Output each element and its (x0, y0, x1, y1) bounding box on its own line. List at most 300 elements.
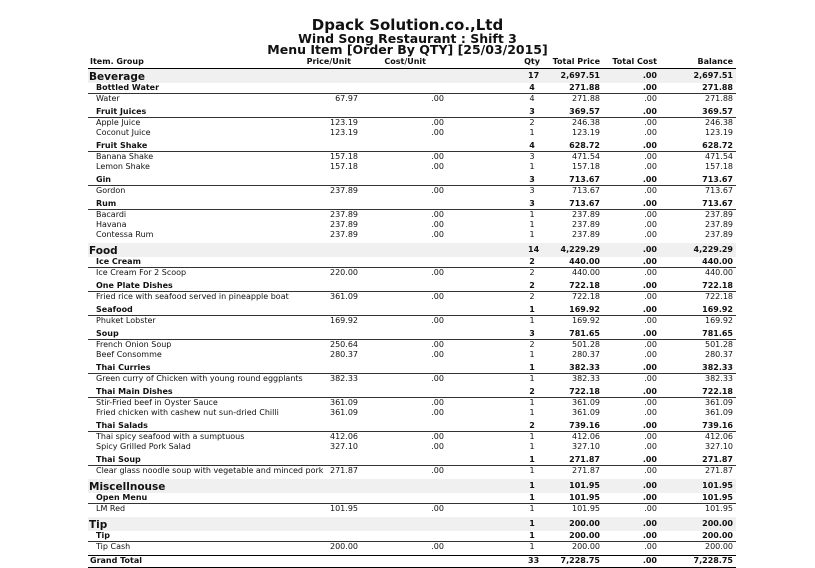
group-row-tcost: .00 (642, 531, 657, 540)
category-row-qty: 14 (528, 245, 540, 254)
group-row-qty: 3 (529, 175, 535, 184)
group-row-total: 101.95 (569, 493, 600, 502)
category-row-name: Food (89, 245, 118, 257)
item-row-cost: .00 (431, 340, 444, 349)
column-header-row (88, 57, 736, 69)
group-row-tcost: .00 (642, 363, 657, 372)
item-row-balance: 271.88 (705, 94, 733, 103)
item-row (88, 162, 736, 172)
group-row-total: 271.88 (569, 83, 600, 92)
item-row-balance: 237.89 (705, 220, 733, 229)
group-row (88, 363, 736, 374)
group-row (88, 421, 736, 432)
item-row-price: 271.87 (330, 466, 358, 475)
group-row-qty: 1 (529, 493, 535, 502)
item-row-balance: 440.00 (705, 268, 733, 277)
item-row-total: 382.33 (572, 374, 600, 383)
group-row (88, 107, 736, 118)
item-row-balance: 200.00 (705, 542, 733, 551)
item-row-cost: .00 (431, 118, 444, 127)
group-row-tcost: .00 (642, 199, 657, 208)
group-row-name: Rum (96, 199, 117, 208)
group-row-total: 200.00 (569, 531, 600, 540)
group-row-qty: 4 (529, 141, 535, 150)
item-row-balance: 237.89 (705, 230, 733, 239)
group-row-name: Soup (96, 329, 119, 338)
item-row-name: French Onion Soup (96, 340, 172, 349)
group-row-tcost: .00 (642, 175, 657, 184)
group-row-name: Thai Soup (96, 455, 141, 464)
grand-total-price: 7,228.75 (560, 556, 600, 565)
group-row-name: Seafood (96, 305, 133, 314)
group-row-total: 722.18 (569, 387, 600, 396)
item-row-cost: .00 (431, 442, 444, 451)
group-row-tcost: .00 (642, 107, 657, 116)
item-row-name: Tip Cash (96, 542, 131, 551)
item-row (88, 374, 736, 384)
item-row-cost: .00 (431, 152, 444, 161)
item-row-total: 440.00 (572, 268, 600, 277)
col-group-header: Item. Group (90, 57, 144, 66)
item-row-tcost: .00 (644, 162, 657, 171)
group-row-total: 169.92 (569, 305, 600, 314)
item-row-cost: .00 (431, 350, 444, 359)
grand-total-qty: 33 (528, 556, 540, 565)
item-row-tcost: .00 (644, 398, 657, 407)
item-row-name: LM Red (96, 504, 126, 513)
item-row-balance: 713.67 (705, 186, 733, 195)
item-row-tcost: .00 (644, 230, 657, 239)
item-row-tcost: .00 (644, 220, 657, 229)
category-row-tcost: .00 (642, 245, 657, 254)
item-row-name: Beef Consomme (96, 350, 162, 359)
group-row-tcost: .00 (642, 493, 657, 502)
item-row (88, 408, 736, 418)
group-row-tcost: .00 (642, 455, 657, 464)
item-row-qty: 1 (529, 230, 535, 239)
group-row (88, 305, 736, 316)
item-row-tcost: .00 (644, 292, 657, 301)
item-row-tcost: .00 (644, 186, 657, 195)
group-row-balance: 722.18 (702, 281, 733, 290)
group-row-total: 382.33 (569, 363, 600, 372)
item-row-price: 280.37 (330, 350, 358, 359)
item-row-price: 237.89 (330, 210, 358, 219)
group-row-qty: 2 (529, 387, 535, 396)
item-row-cost: .00 (431, 432, 444, 441)
item-row (88, 398, 736, 408)
item-row-cost: .00 (431, 268, 444, 277)
category-row-total: 4,229.29 (560, 245, 600, 254)
item-row-tcost: .00 (644, 408, 657, 417)
item-row-balance: 501.28 (705, 340, 733, 349)
group-row (88, 387, 736, 398)
item-row (88, 152, 736, 162)
group-row-balance: 722.18 (702, 387, 733, 396)
category-row-balance: 200.00 (702, 519, 733, 528)
group-row-tcost: .00 (642, 421, 657, 430)
item-row-balance: 361.09 (705, 408, 733, 417)
item-row-name: Gordon (96, 186, 126, 195)
item-row (88, 350, 736, 360)
item-row-total: 361.09 (572, 398, 600, 407)
item-row-tcost: .00 (644, 350, 657, 359)
restaurant-name: Wind Song Restaurant : Shift 3 (298, 31, 517, 46)
item-row-qty: 1 (529, 466, 535, 475)
item-row-qty: 1 (529, 432, 535, 441)
item-row-balance: 382.33 (705, 374, 733, 383)
group-row-total: 271.87 (569, 455, 600, 464)
category-row-tcost: .00 (642, 481, 657, 490)
item-row-balance: 280.37 (705, 350, 733, 359)
group-row (88, 281, 736, 292)
item-row-total: 327.10 (572, 442, 600, 451)
group-row-tcost: .00 (642, 83, 657, 92)
item-row-qty: 1 (529, 374, 535, 383)
item-row (88, 210, 736, 220)
group-row-name: Thai Main Dishes (96, 387, 173, 396)
group-row-name: Fruit Juices (96, 107, 147, 116)
group-row-total: 440.00 (569, 257, 600, 266)
item-row-cost: .00 (431, 292, 444, 301)
item-row-balance: 471.54 (705, 152, 733, 161)
group-row-balance: 713.67 (702, 175, 733, 184)
item-row-cost: .00 (431, 504, 444, 513)
category-row (88, 69, 736, 83)
group-row-qty: 3 (529, 199, 535, 208)
item-row-price: 220.00 (330, 268, 358, 277)
group-row-tcost: .00 (642, 281, 657, 290)
item-row-name: Contessa Rum (96, 230, 154, 239)
item-row-total: 713.67 (572, 186, 600, 195)
item-row-balance: 237.89 (705, 210, 733, 219)
item-row-qty: 1 (529, 220, 535, 229)
group-row-name: Thai Salads (96, 421, 148, 430)
item-row-qty: 2 (529, 268, 535, 277)
grand-total-balance: 7,228.75 (693, 556, 733, 565)
category-row-qty: 1 (529, 481, 535, 490)
item-row (88, 268, 736, 278)
item-row-tcost: .00 (644, 268, 657, 277)
group-row-qty: 1 (529, 305, 535, 314)
item-row-tcost: .00 (644, 542, 657, 551)
group-row-balance: 713.67 (702, 199, 733, 208)
group-row-balance: 101.95 (702, 493, 733, 502)
item-row-balance: 157.18 (705, 162, 733, 171)
item-row (88, 504, 736, 514)
group-row-total: 628.72 (569, 141, 600, 150)
category-row-tcost: .00 (642, 71, 657, 80)
col-price-header: Price/Unit (306, 57, 351, 66)
item-row-tcost: .00 (644, 128, 657, 137)
item-row-tcost: .00 (644, 210, 657, 219)
item-row-total: 237.89 (572, 210, 600, 219)
item-row-tcost: .00 (644, 504, 657, 513)
group-row-balance: 200.00 (702, 531, 733, 540)
item-row-total: 501.28 (572, 340, 600, 349)
item-row-total: 271.87 (572, 466, 600, 475)
item-row (88, 186, 736, 196)
group-row-qty: 1 (529, 531, 535, 540)
group-row (88, 257, 736, 268)
group-row-name: Open Menu (96, 493, 148, 502)
item-row-cost: .00 (431, 466, 444, 475)
item-row-name: Bacardi (96, 210, 127, 219)
item-row-balance: 101.95 (705, 504, 733, 513)
item-row-name: Thai spicy seafood with a sumptuous (96, 432, 245, 441)
category-row (88, 243, 736, 257)
item-row-price: 237.89 (330, 186, 358, 195)
group-row-total: 713.67 (569, 199, 600, 208)
item-row-qty: 1 (529, 408, 535, 417)
item-row (88, 542, 736, 552)
group-row-balance: 628.72 (702, 141, 733, 150)
item-row-cost: .00 (431, 542, 444, 551)
item-row-name: Clear glass noodle soup with vegetable and minced pork (96, 466, 324, 475)
item-row-cost: .00 (431, 398, 444, 407)
group-row (88, 199, 736, 210)
item-row-qty: 1 (529, 398, 535, 407)
item-row-name: Havana (96, 220, 127, 229)
group-row-name: Thai Curries (96, 363, 151, 372)
item-row-balance: 271.87 (705, 466, 733, 475)
item-row-balance: 169.92 (705, 316, 733, 325)
item-row-tcost: .00 (644, 374, 657, 383)
item-row-total: 157.18 (572, 162, 600, 171)
group-row-qty: 4 (529, 83, 535, 92)
group-row-balance: 271.87 (702, 455, 733, 464)
item-row-name: Stir-Fried beef in Oyster Sauce (96, 398, 218, 407)
item-row-name: Banana Shake (96, 152, 154, 161)
item-row-price: 250.64 (330, 340, 358, 349)
category-row-total: 101.95 (569, 481, 600, 490)
item-row-qty: 1 (529, 442, 535, 451)
item-row-balance: 327.10 (705, 442, 733, 451)
col-qty-header: Qty (524, 57, 540, 66)
item-row (88, 432, 736, 442)
item-row-qty: 1 (529, 350, 535, 359)
item-row-tcost: .00 (644, 118, 657, 127)
item-row-qty: 2 (529, 118, 535, 127)
grand-total-row (88, 555, 736, 568)
category-row-qty: 17 (528, 71, 540, 80)
item-row-price: 200.00 (330, 542, 358, 551)
category-row-name: Tip (89, 519, 108, 531)
group-row (88, 141, 736, 152)
item-row-price: 361.09 (330, 408, 358, 417)
item-row (88, 466, 736, 476)
item-row-balance: 361.09 (705, 398, 733, 407)
item-row-balance: 246.38 (705, 118, 733, 127)
category-row-balance: 101.95 (702, 481, 733, 490)
item-row-qty: 2 (529, 292, 535, 301)
item-row-qty: 1 (529, 542, 535, 551)
item-row-qty: 1 (529, 504, 535, 513)
group-row-balance: 440.00 (702, 257, 733, 266)
category-row-balance: 4,229.29 (693, 245, 733, 254)
group-row (88, 455, 736, 466)
item-row-name: Ice Cream For 2 Scoop (96, 268, 187, 277)
group-row-qty: 2 (529, 281, 535, 290)
group-row-name: One Plate Dishes (96, 281, 173, 290)
item-row-price: 169.92 (330, 316, 358, 325)
item-row-name: Phuket Lobster (96, 316, 156, 325)
item-row-cost: .00 (431, 408, 444, 417)
group-row (88, 175, 736, 186)
category-row-total: 200.00 (569, 519, 600, 528)
item-row-name: Green curry of Chicken with young round eggplants (96, 374, 303, 383)
item-row (88, 442, 736, 452)
item-row-name: Coconut Juice (96, 128, 151, 137)
category-row-total: 2,697.51 (560, 71, 600, 80)
item-row-cost: .00 (431, 374, 444, 383)
item-row-price: 361.09 (330, 292, 358, 301)
group-row (88, 83, 736, 94)
item-row-qty: 1 (529, 316, 535, 325)
group-row-balance: 739.16 (702, 421, 733, 430)
item-row (88, 316, 736, 326)
group-row-total: 369.57 (569, 107, 600, 116)
item-row-price: 123.19 (330, 118, 358, 127)
category-row-name: Beverage (89, 71, 145, 83)
group-row-name: Bottled Water (96, 83, 160, 92)
group-row-balance: 169.92 (702, 305, 733, 314)
item-row-tcost: .00 (644, 432, 657, 441)
item-row-total: 237.89 (572, 220, 600, 229)
report-table (88, 57, 736, 568)
item-row-name: Water (96, 94, 120, 103)
col-balance-header: Balance (697, 57, 733, 66)
item-row (88, 340, 736, 350)
item-row-total: 361.09 (572, 408, 600, 417)
item-row-total: 412.06 (572, 432, 600, 441)
item-row (88, 94, 736, 104)
item-row-tcost: .00 (644, 316, 657, 325)
group-row-tcost: .00 (642, 257, 657, 266)
group-row-qty: 2 (529, 421, 535, 430)
group-row-balance: 382.33 (702, 363, 733, 372)
group-row-name: Fruit Shake (96, 141, 148, 150)
item-row-price: 101.95 (330, 504, 358, 513)
item-row-total: 271.88 (572, 94, 600, 103)
item-row-price: 382.33 (330, 374, 358, 383)
item-row-price: 237.89 (330, 230, 358, 239)
group-row-tcost: .00 (642, 141, 657, 150)
item-row-name: Apple Juice (96, 118, 141, 127)
report-body (88, 69, 736, 555)
item-row-name: Spicy Grilled Pork Salad (96, 442, 191, 451)
report-subtitle: Menu Item [Order By QTY] [25/03/2015] (267, 42, 548, 57)
group-row-qty: 3 (529, 107, 535, 116)
group-row-total: 781.65 (569, 329, 600, 338)
item-row-cost: .00 (431, 186, 444, 195)
item-row-price: 412.06 (330, 432, 358, 441)
item-row-total: 471.54 (572, 152, 600, 161)
category-row-qty: 1 (529, 519, 535, 528)
group-row-name: Ice Cream (96, 257, 141, 266)
group-row-qty: 1 (529, 455, 535, 464)
group-row (88, 493, 736, 504)
item-row (88, 220, 736, 230)
item-row (88, 118, 736, 128)
item-row-cost: .00 (431, 220, 444, 229)
item-row-qty: 2 (529, 340, 535, 349)
item-row (88, 128, 736, 138)
group-row-tcost: .00 (642, 387, 657, 396)
item-row-price: 157.18 (330, 162, 358, 171)
group-row-name: Gin (96, 175, 112, 184)
item-row-qty: 1 (529, 162, 535, 171)
group-row-qty: 1 (529, 363, 535, 372)
item-row-qty: 1 (529, 128, 535, 137)
item-row-name: Fried rice with seafood served in pineapple boat (96, 292, 289, 301)
item-row (88, 230, 736, 240)
item-row (88, 292, 736, 302)
item-row-cost: .00 (431, 316, 444, 325)
item-row-cost: .00 (431, 162, 444, 171)
group-row (88, 329, 736, 340)
item-row-total: 200.00 (572, 542, 600, 551)
col-totalcost-header: Total Cost (612, 57, 657, 66)
item-row-cost: .00 (431, 230, 444, 239)
item-row-price: 361.09 (330, 398, 358, 407)
item-row-tcost: .00 (644, 340, 657, 349)
group-row-tcost: .00 (642, 329, 657, 338)
item-row-balance: 412.06 (705, 432, 733, 441)
group-row-qty: 2 (529, 257, 535, 266)
item-row-tcost: .00 (644, 94, 657, 103)
item-row-qty: 3 (529, 186, 535, 195)
item-row-tcost: .00 (644, 152, 657, 161)
category-row-name: Miscellnouse (89, 481, 166, 493)
col-total-header: Total Price (552, 57, 600, 66)
item-row-tcost: .00 (644, 466, 657, 475)
company-name: Dpack Solution.co.,Ltd (311, 16, 504, 34)
group-row-name: Tip (96, 531, 110, 540)
item-row-total: 237.89 (572, 230, 600, 239)
item-row-total: 123.19 (572, 128, 600, 137)
group-row-total: 722.18 (569, 281, 600, 290)
item-row-total: 722.18 (572, 292, 600, 301)
group-row-total: 739.16 (569, 421, 600, 430)
group-row-balance: 369.57 (702, 107, 733, 116)
item-row-qty: 4 (529, 94, 535, 103)
item-row-balance: 722.18 (705, 292, 733, 301)
group-row-balance: 781.65 (702, 329, 733, 338)
grand-total-label: Grand Total (90, 556, 142, 565)
item-row-total: 246.38 (572, 118, 600, 127)
item-row-cost: .00 (431, 94, 444, 103)
group-row-balance: 271.88 (702, 83, 733, 92)
group-row-qty: 3 (529, 329, 535, 338)
item-row-balance: 123.19 (705, 128, 733, 137)
category-row (88, 479, 736, 493)
item-row-total: 169.92 (572, 316, 600, 325)
item-row-total: 101.95 (572, 504, 600, 513)
item-row-tcost: .00 (644, 442, 657, 451)
item-row-cost: .00 (431, 128, 444, 137)
category-row-balance: 2,697.51 (693, 71, 733, 80)
item-row-cost: .00 (431, 210, 444, 219)
col-cost-header: Cost/Unit (384, 57, 426, 66)
group-row-total: 713.67 (569, 175, 600, 184)
item-row-price: 67.97 (335, 94, 358, 103)
category-row-tcost: .00 (642, 519, 657, 528)
item-row-price: 157.18 (330, 152, 358, 161)
category-row (88, 517, 736, 531)
group-row-tcost: .00 (642, 305, 657, 314)
item-row-qty: 3 (529, 152, 535, 161)
